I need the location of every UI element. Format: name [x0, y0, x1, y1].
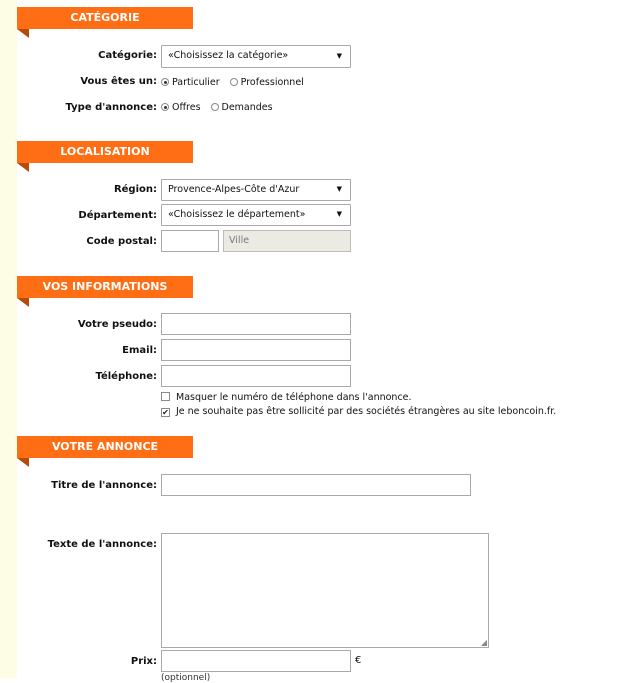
dropdown-arrow-icon: ▼ [336, 52, 342, 60]
section-header-localisation: LOCALISATION [17, 141, 193, 163]
categorie-label: Catégorie: [98, 50, 157, 61]
departement-select-value: «Choisissez le département» [168, 209, 306, 220]
radio-label: Professionnel [240, 77, 304, 88]
left-margin-strip [0, 0, 17, 678]
section-header-vos-informations: VOS INFORMATIONS [17, 276, 193, 298]
resize-handle-icon[interactable]: ◢ [480, 638, 487, 647]
checkmark-icon: ✔ [162, 408, 169, 417]
prix-hint: (optionnel) [161, 673, 211, 683]
email-input[interactable] [161, 339, 351, 361]
section-fold-decoration [17, 298, 29, 307]
sollicitation-option [161, 405, 556, 419]
section-fold-decoration [17, 458, 29, 467]
radio-demandes[interactable] [211, 102, 273, 113]
pseudo-label: Votre pseudo: [77, 319, 157, 330]
masquer-telephone-checkbox[interactable] [161, 392, 170, 401]
sollicitation-label: Je ne souhaite pas être sollicité par des sociétés étrangères au site leboncoin.fr. [176, 406, 557, 417]
sollicitation-checkbox[interactable] [161, 408, 170, 417]
radio-particulier[interactable] [161, 77, 220, 88]
prix-input[interactable] [161, 650, 351, 672]
email-label: Email: [122, 345, 157, 356]
dropdown-arrow-icon: ▼ [336, 185, 342, 193]
telephone-label: Téléphone: [95, 371, 157, 382]
code-postal-label: Code postal: [86, 236, 157, 247]
currency-symbol: € [355, 655, 362, 666]
vous-etes-radio-group [161, 76, 304, 90]
radio-label: Offres [172, 102, 201, 113]
vous-etes-label: Vous êtes un: [80, 76, 157, 87]
prix-label: Prix: [130, 656, 157, 667]
titre-annonce-label: Titre de l'annonce: [51, 480, 157, 491]
radio-selected-icon [161, 103, 169, 111]
categorie-select-value: «Choisissez la catégorie» [168, 50, 289, 61]
radio-label: Particulier [172, 77, 220, 88]
departement-select[interactable] [161, 204, 351, 226]
masquer-telephone-label: Masquer le numéro de téléphone dans l'annonce. [176, 392, 412, 403]
region-label: Région: [113, 184, 157, 195]
section-header-categorie: CATÉGORIE [17, 7, 193, 29]
titre-annonce-input[interactable] [161, 474, 471, 496]
pseudo-input[interactable] [161, 313, 351, 335]
type-annonce-radio-group [161, 101, 273, 115]
categorie-select[interactable] [161, 45, 351, 68]
radio-offres[interactable] [161, 102, 201, 113]
radio-unselected-icon [230, 78, 238, 86]
section-fold-decoration [17, 29, 29, 38]
radio-selected-icon [161, 78, 169, 86]
ville-input[interactable]: Ville [223, 230, 351, 252]
radio-professionnel[interactable] [230, 77, 304, 88]
departement-label: Département: [78, 210, 157, 221]
region-select-value: Provence-Alpes-Côte d'Azur [168, 184, 300, 195]
dropdown-arrow-icon: ▼ [336, 210, 342, 218]
section-header-votre-annonce: VOTRE ANNONCE [17, 436, 193, 458]
texte-annonce-textarea[interactable] [161, 533, 489, 648]
radio-label: Demandes [221, 102, 273, 113]
radio-unselected-icon [211, 103, 219, 111]
section-fold-decoration [17, 163, 29, 172]
type-annonce-label: Type d'annonce: [65, 102, 157, 113]
masquer-telephone-option [161, 391, 412, 405]
region-select[interactable] [161, 179, 351, 201]
telephone-input[interactable] [161, 365, 351, 387]
code-postal-input[interactable] [161, 230, 219, 252]
texte-annonce-label: Texte de l'annonce: [47, 539, 157, 550]
